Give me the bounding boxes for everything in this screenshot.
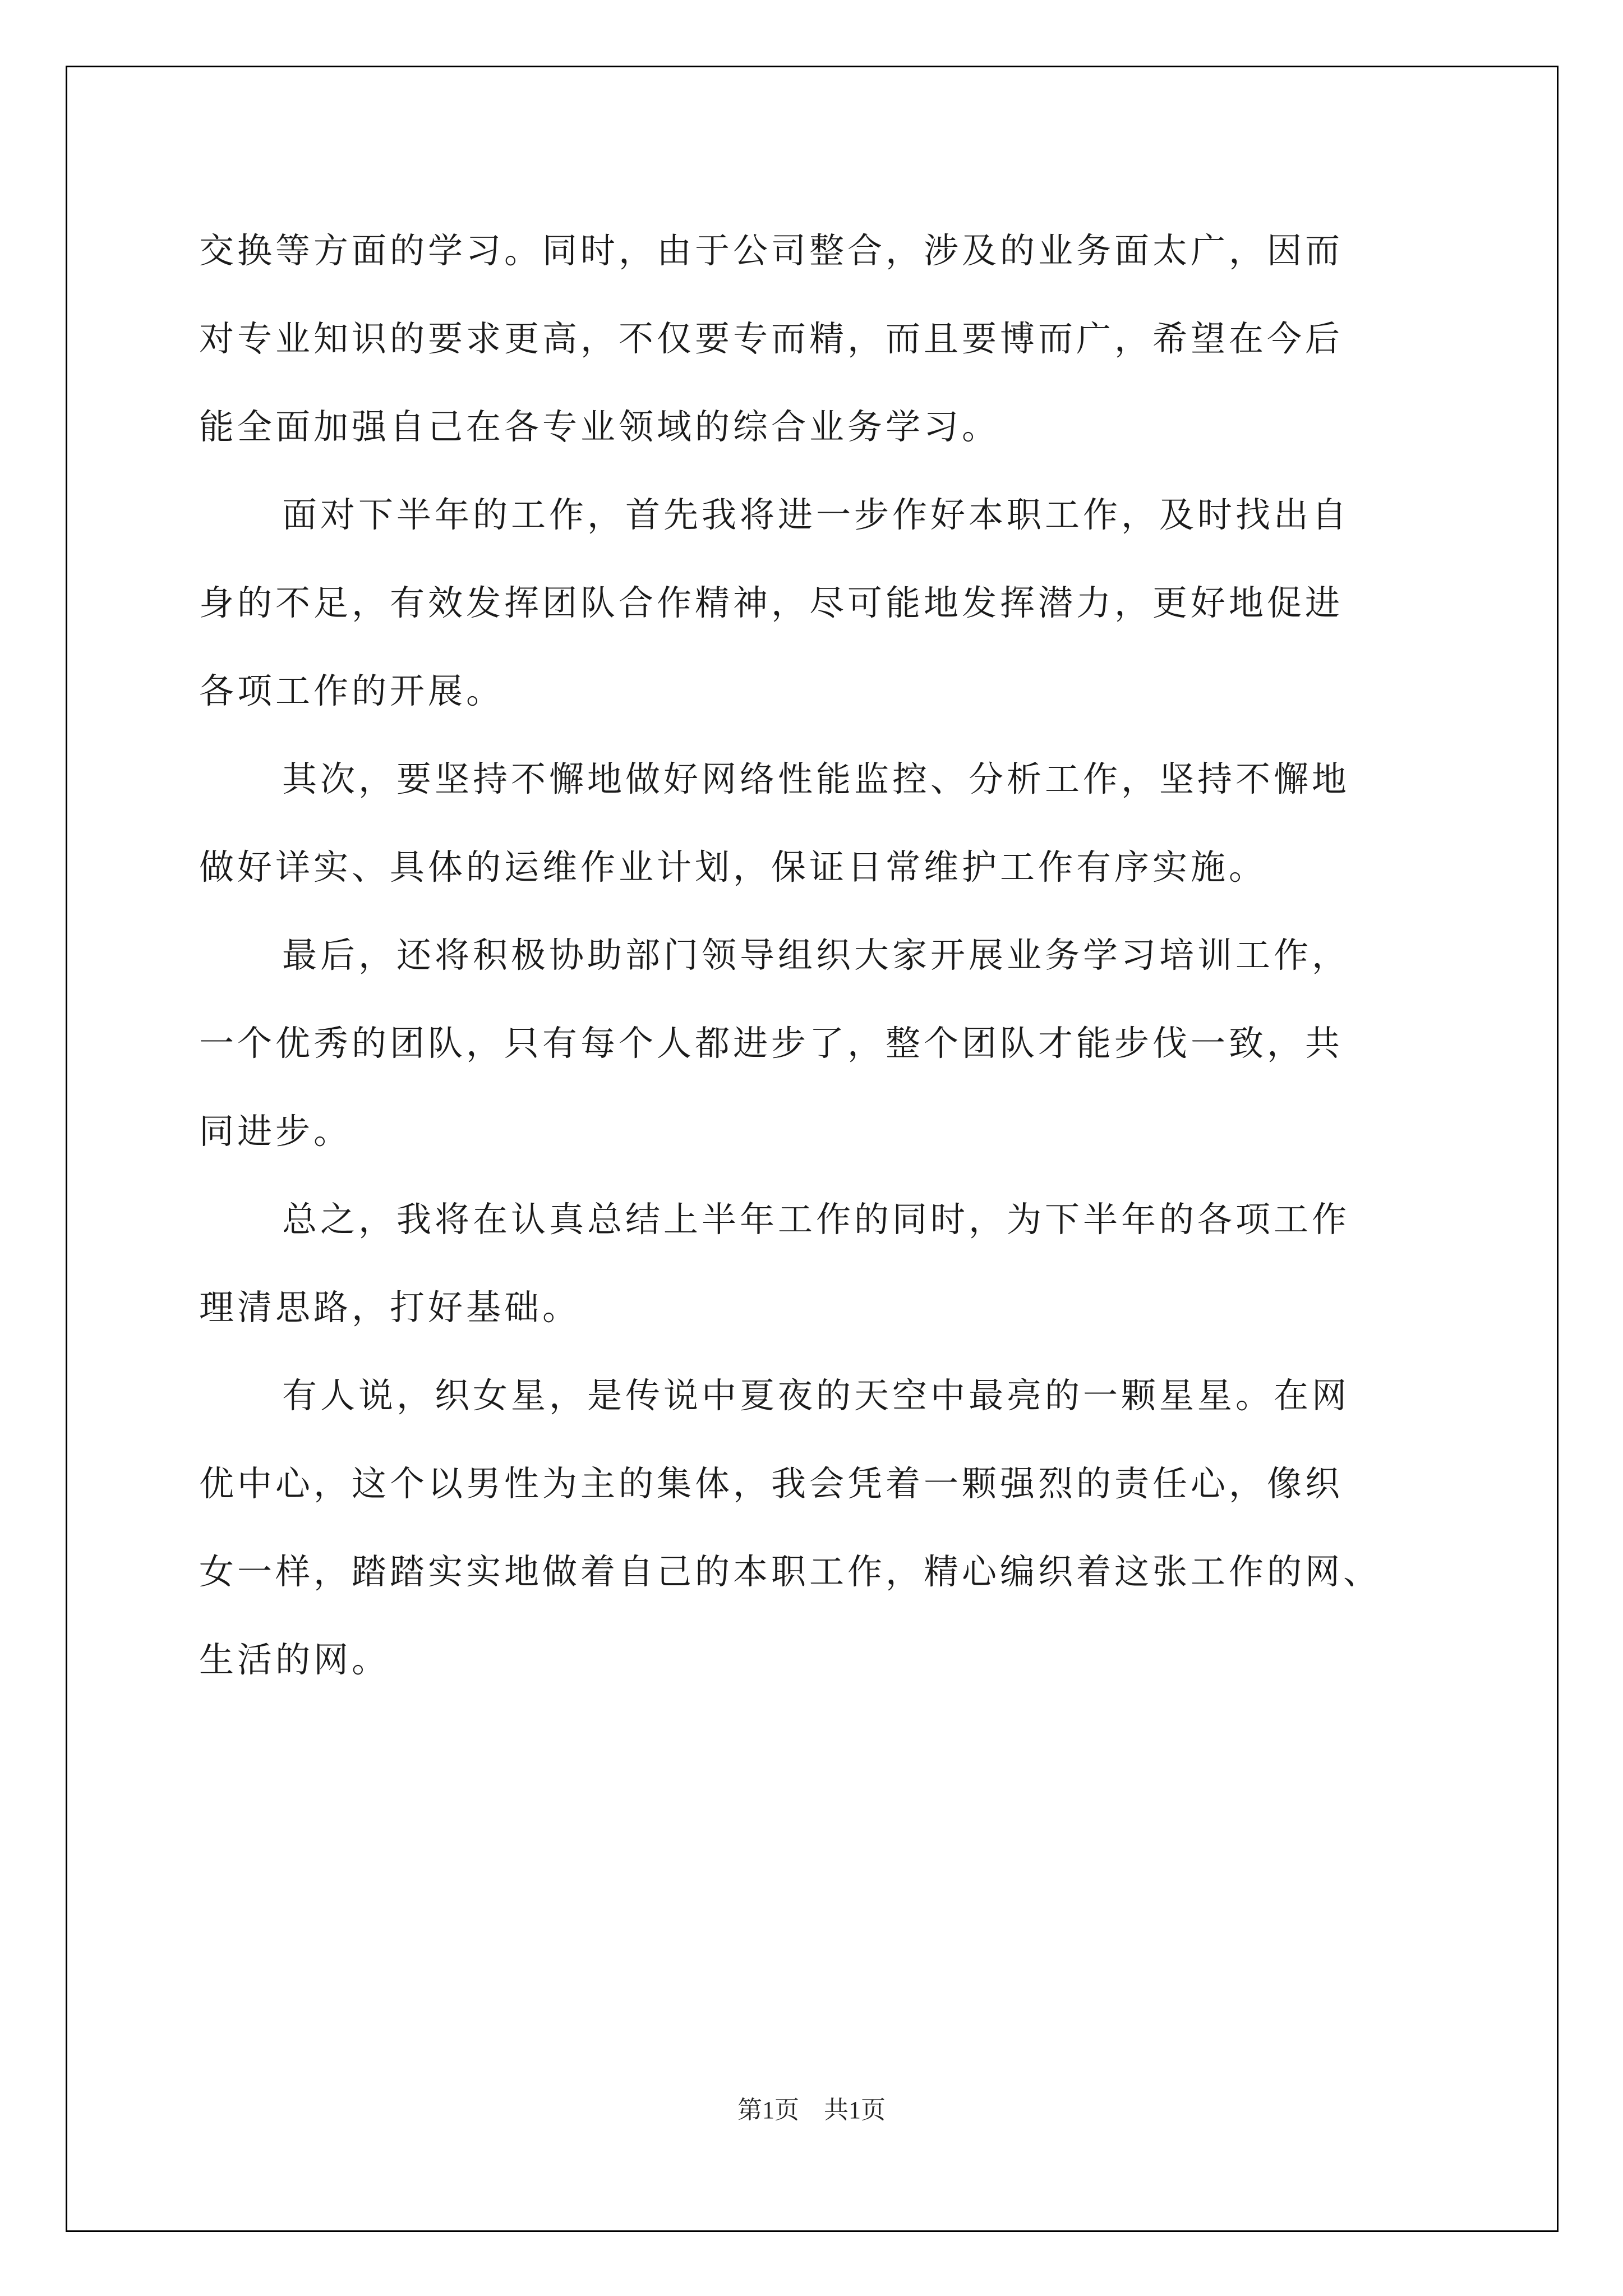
text-line: 做好详实、具体的运维作业计划，保证日常维护工作有序实施。 — [199, 846, 1267, 887]
text-line: 理清思路，打好基础。 — [199, 1287, 581, 1328]
paragraph-start-line: 其次，要坚持不懈地做好网络性能监控、分析工作，坚持不懈地 — [282, 758, 1350, 799]
text-line: 优中心，这个以男性为主的集体，我会凭着一颗强烈的责任心，像织 — [199, 1463, 1344, 1504]
paragraph-start-line: 有人说，织女星，是传说中夏夜的天空中最亮的一颗星星。在网 — [282, 1375, 1350, 1416]
paragraph-start-line: 面对下半年的工作，首先我将进一步作好本职工作，及时找出自 — [282, 494, 1350, 535]
paragraph-start-line: 总之，我将在认真总结上半年工作的同时，为下半年的各项工作 — [282, 1199, 1350, 1240]
text-line: 各项工作的开展。 — [199, 670, 505, 711]
text-line: 身的不足，有效发挥团队合作精神，尽可能地发挥潜力，更好地促进 — [199, 582, 1344, 623]
text-line: 能全面加强自己在各专业领域的综合业务学习。 — [199, 406, 1000, 447]
text-line: 生活的网。 — [199, 1639, 390, 1680]
page-number-footer: 第1页 共1页 — [737, 2096, 886, 2124]
document-body — [199, 206, 1427, 1704]
paragraph-start-line: 最后，还将积极协助部门领导组织大家开展业务学习培训工作， — [282, 935, 1350, 976]
text-line: 对专业知识的要求更高，不仅要专而精，而且要博而广，希望在今后 — [199, 318, 1344, 359]
text-line: 一个优秀的团队，只有每个人都进步了，整个团队才能步伐一致，共 — [199, 1023, 1344, 1064]
text-line: 交换等方面的学习。同时，由于公司整合，涉及的业务面太广，因而 — [199, 230, 1344, 271]
text-line: 同进步。 — [199, 1111, 352, 1152]
text-line: 女一样，踏踏实实地做着自己的本职工作，精心编织着这张工作的网、 — [199, 1551, 1382, 1592]
